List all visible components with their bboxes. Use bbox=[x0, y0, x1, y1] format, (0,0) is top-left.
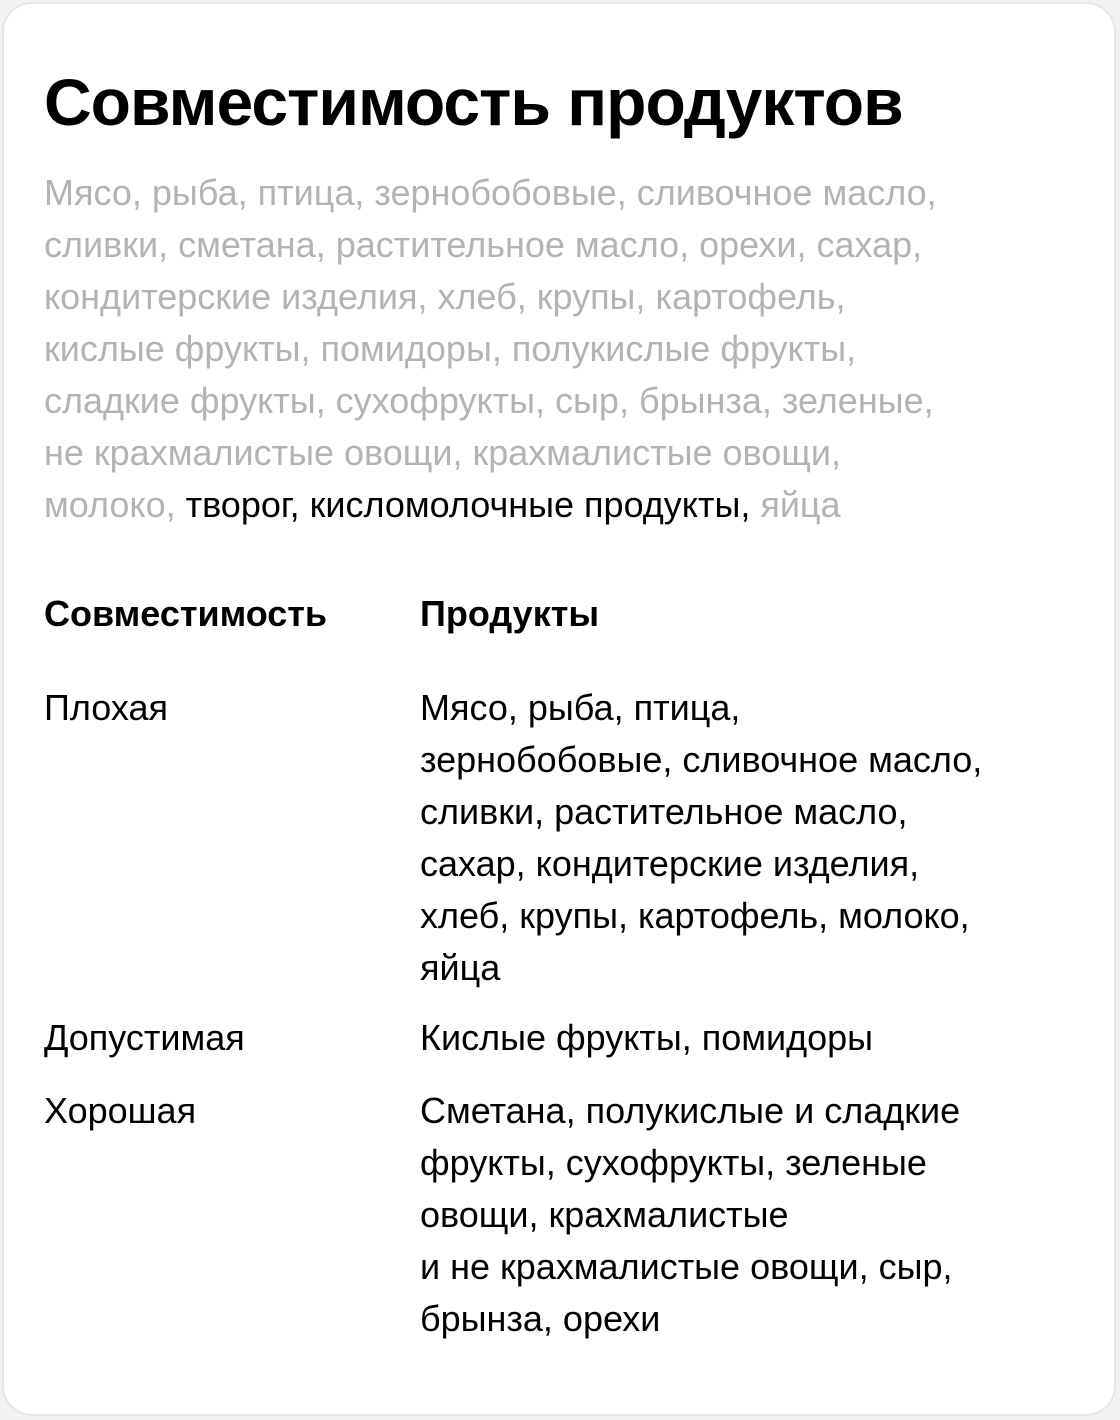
products-cell-line: сливки, растительное масло, bbox=[420, 791, 908, 832]
product-text: сладкие фрукты, сухофрукты, сыр, брынза, зеленые, bbox=[44, 380, 934, 421]
product-list-paragraph bbox=[44, 167, 1084, 531]
header-products: Продукты bbox=[420, 593, 600, 634]
product-text: яйца bbox=[750, 484, 841, 525]
products-cell bbox=[420, 1085, 960, 1345]
product-list-line bbox=[44, 167, 1084, 219]
product-text: не крахмалистые овощи, крахмалистые овощи, bbox=[44, 432, 842, 473]
product-text: кислые фрукты, помидоры, полукислые фрукты, bbox=[44, 328, 857, 369]
products-cell-line: сахар, кондитерские изделия, bbox=[420, 843, 920, 884]
products-cell bbox=[420, 1012, 873, 1064]
compatibility-card bbox=[2, 2, 1116, 1416]
compatibility-cell: Плохая bbox=[44, 687, 169, 728]
product-text: Мясо, рыба, птица, зернобобовые, сливочное масло, bbox=[44, 172, 937, 213]
products-cell-line: хлеб, крупы, картофель, молоко, bbox=[420, 895, 970, 936]
products-cell bbox=[420, 682, 982, 994]
product-text: кондитерские изделия, хлеб, крупы, картофель, bbox=[44, 276, 846, 317]
products-cell-line: Кислые фрукты, помидоры bbox=[420, 1017, 874, 1058]
product-list-line bbox=[44, 375, 1084, 427]
compatibility-cell: Допустимая bbox=[44, 1017, 245, 1058]
product-list-line bbox=[44, 427, 1084, 479]
products-cell-line: Сметана, полукислые и сладкие bbox=[420, 1090, 961, 1131]
products-cell-line: фрукты, сухофрукты, зеленые bbox=[420, 1142, 927, 1183]
products-cell-line: яйца bbox=[420, 947, 501, 988]
page-title: Совместимость продуктов bbox=[44, 65, 903, 139]
product-list-line bbox=[44, 271, 1084, 323]
compatibility-cell: Хорошая bbox=[44, 1090, 197, 1131]
header-compatibility: Совместимость bbox=[44, 593, 328, 634]
product-list-line bbox=[44, 219, 1084, 271]
highlighted-product-text: творог, кисломолочные продукты, bbox=[185, 484, 751, 525]
products-cell-line: и не крахмалистые овощи, сыр, bbox=[420, 1246, 953, 1287]
product-list-line bbox=[44, 323, 1084, 375]
product-list-line bbox=[44, 479, 1084, 531]
products-cell-line: Мясо, рыба, птица, bbox=[420, 687, 741, 728]
product-text: сливки, сметана, растительное масло, орехи, сахар, bbox=[44, 224, 923, 265]
product-text: молоко, bbox=[44, 484, 186, 525]
products-cell-line: овощи, крахмалистые bbox=[420, 1194, 789, 1235]
products-cell-line: брынза, орехи bbox=[420, 1298, 661, 1339]
products-cell-line: зернобобовые, сливочное масло, bbox=[420, 739, 983, 780]
